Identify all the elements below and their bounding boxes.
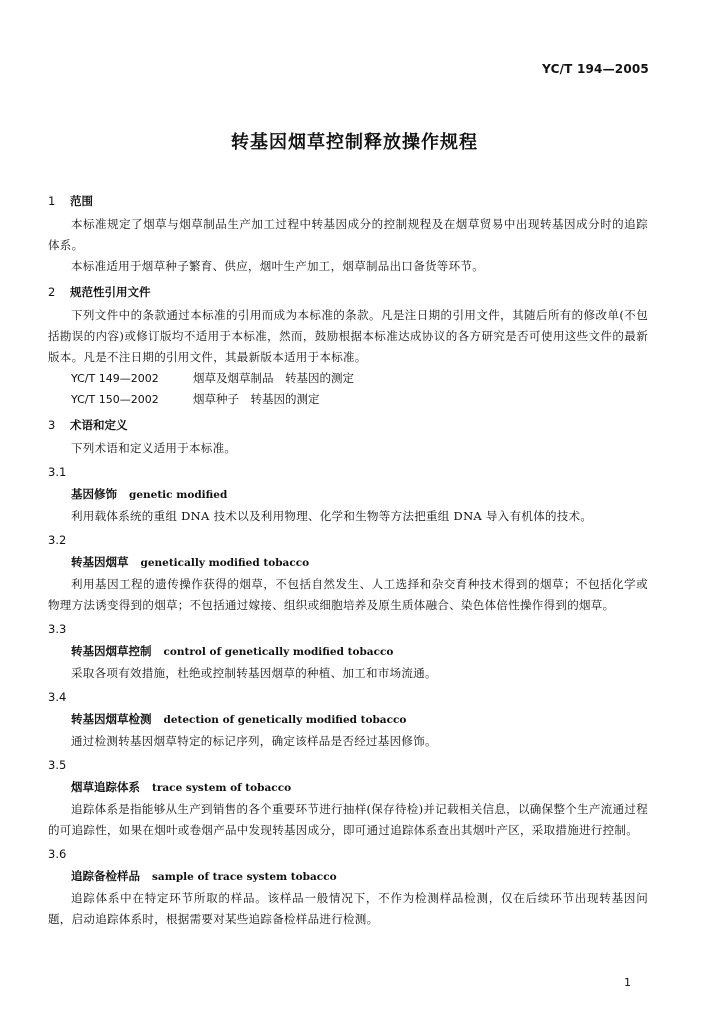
term-number: 3.6 [48, 847, 67, 861]
page-number: 1 [624, 976, 631, 989]
term-definition: 采取各项有效措施，杜绝或控制转基因烟草的种植、加工和市场流通。 [71, 666, 437, 680]
term-heading [48, 483, 648, 506]
term-zh: 转基因烟草 [71, 555, 129, 569]
term-number: 3.4 [48, 690, 67, 704]
paragraph: 下列术语和定义适用于本标准。 [71, 441, 237, 455]
term-number: 3.5 [48, 758, 67, 772]
reference-name: 烟草种子 转基因的测定 [193, 392, 320, 406]
term-zh: 基因修饰 [71, 487, 117, 501]
term-en: genetic modified [129, 489, 228, 501]
term-number: 3.1 [48, 465, 67, 479]
section-title: 规范性引用文件 [70, 285, 151, 299]
term-heading [48, 776, 648, 799]
term-number: 3.2 [48, 533, 67, 547]
term-definition: 追踪体系中在特定环节所取的样品。该样品一般情况下，不作为检测样品检测，仅在后续环节出现转基因问题，启动追踪体系时，根据需要对某些追踪备检样品进行检测。 [48, 891, 648, 926]
term-zh: 转基因烟草检测 [71, 712, 152, 726]
reference-item [48, 368, 648, 389]
section-number: 2 [48, 285, 56, 299]
section-heading-1 [48, 190, 648, 212]
section-heading-2 [48, 281, 648, 303]
section-number: 3 [48, 418, 56, 432]
term-zh: 烟草追踪体系 [71, 780, 140, 794]
reference-code: YC/T 150—2002 [71, 393, 159, 406]
term-heading [48, 708, 648, 731]
term-en: genetically modified tobacco [140, 557, 310, 569]
term-definition: 利用基因工程的遗传操作获得的烟草，不包括自然发生、人工选择和杂交育种技术得到的烟草；不包括化学或物理方法诱变得到的烟草；不包括通过嫁接、组织或细胞培养及原生质体融合、染色体倍性操作得到的烟草。 [48, 577, 648, 612]
term-definition: 利用载体系统的重组 DNA 技术以及利用物理、化学和生物等方法把重组 DNA 导入有机体的技术。 [71, 509, 593, 523]
paragraph: 本标准规定了烟草与烟草制品生产加工过程中转基因成分的控制规程及在烟草贸易中出现转基因成分时的追踪体系。 [48, 217, 648, 252]
term-zh: 追踪备检样品 [71, 869, 140, 883]
term-number: 3.3 [48, 622, 67, 636]
term-zh: 转基因烟草控制 [71, 644, 152, 658]
term-heading [48, 640, 648, 663]
term-definition: 通过检测转基因烟草特定的标记序列，确定该样品是否经过基因修饰。 [71, 734, 437, 748]
paragraph: 本标准适用于烟草种子繁育、供应，烟叶生产加工，烟草制品出口备货等环节。 [71, 259, 484, 273]
term-en: control of genetically modified tobacco [163, 646, 394, 658]
term-en: sample of trace system tobacco [152, 871, 337, 883]
section-title: 术语和定义 [70, 418, 128, 432]
reference-code: YC/T 149—2002 [71, 372, 159, 385]
term-definition: 追踪体系是指能够从生产到销售的各个重要环节进行抽样(保存待检)并记载相关信息，以确保整个生产流通过程的可追踪性，如果在烟叶或卷烟产品中发现转基因成分，即可通过追踪体系查出其烟叶产区，采取措施进行控制。 [48, 802, 648, 837]
term-en: trace system of tobacco [152, 782, 292, 794]
term-heading [48, 551, 648, 574]
paragraph: 下列文件中的条款通过本标准的引用而成为本标准的条款。凡是注日期的引用文件，其随后所有的修改单(不包括勘误的内容)或修订版均不适用于本标准，然而，鼓励根据本标准达成协议的各方研究是否可使用这些文件的最新版本。凡是不注日期的引用文件，其最新版本适用于本标准。 [48, 308, 648, 364]
term-en: detection of genetically modified tobacco [163, 714, 407, 726]
section-number: 1 [48, 194, 56, 208]
reference-name: 烟草及烟草制品 转基因的测定 [193, 371, 354, 385]
term-heading [48, 865, 648, 888]
standard-number: YC/T 194—2005 [542, 62, 649, 76]
section-title: 范围 [70, 194, 93, 208]
section-heading-3 [48, 414, 648, 436]
document-body [48, 186, 648, 930]
document-title: 转基因烟草控制释放操作规程 [231, 132, 478, 153]
reference-item [48, 389, 648, 410]
